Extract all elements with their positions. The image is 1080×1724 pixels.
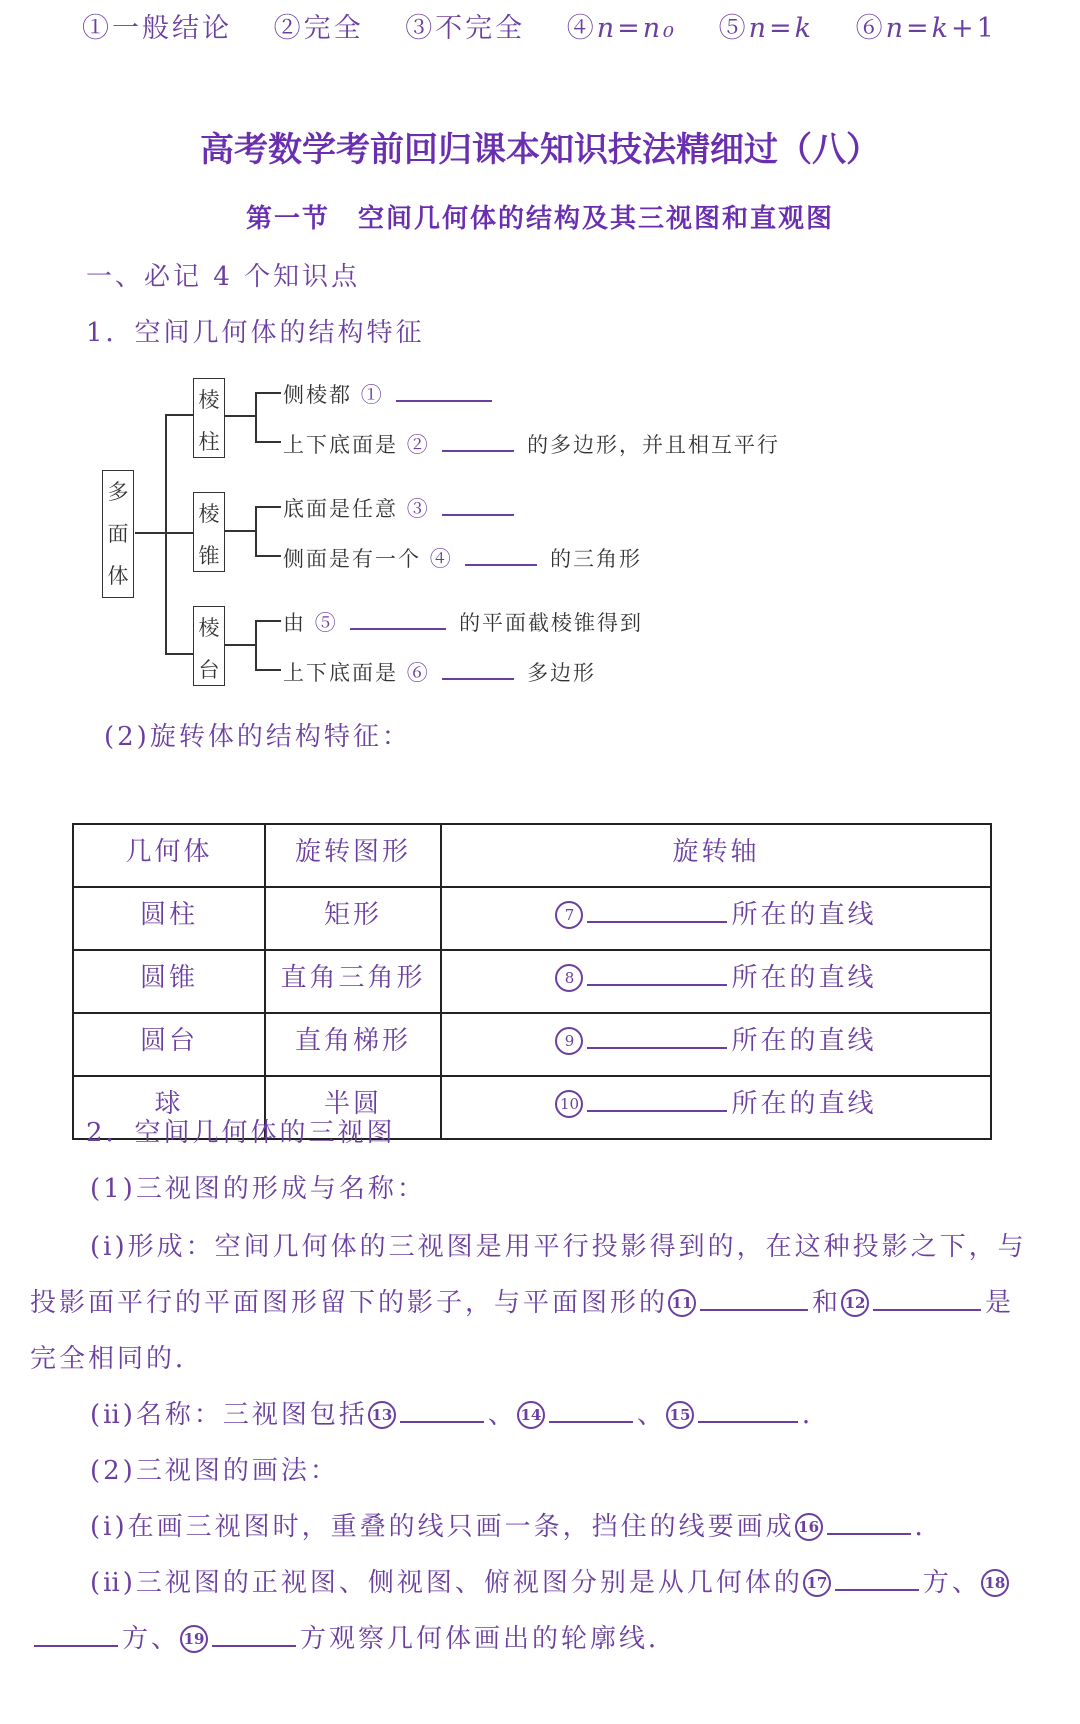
prism-line-2: 上下底面是 ② 的多边形，并且相互平行: [283, 428, 780, 459]
root-box: 多 面 体: [102, 470, 134, 598]
frustum-line-2: 上下底面是 ⑥ 多边形: [283, 656, 596, 687]
table-header: 几何体: [73, 824, 265, 887]
table-cell: 半圆: [265, 1076, 441, 1139]
page-title: 高考数学考前回归课本知识技法精细过（八）: [200, 130, 880, 170]
drawing-line-2: (ⅱ)三视图的正视图、侧视图、俯视图分别是从几何体的 17 方、 18: [90, 1562, 1009, 1599]
table-cell: 圆柱: [73, 887, 265, 950]
naming-line: (ⅱ)名称：三视图包括 13 、 14 、 15 ．: [90, 1400, 831, 1430]
table-cell: 球: [73, 1076, 265, 1139]
table-cell: 圆台: [73, 1013, 265, 1076]
table-header-row: [73, 824, 991, 887]
table-header: 旋转图形: [265, 824, 441, 887]
table-row: [73, 887, 991, 950]
point-1-heading: 1．空间几何体的结构特征: [86, 318, 425, 348]
formation-line-3: 完全相同的．: [30, 1344, 205, 1374]
table-cell: 直角三角形: [265, 950, 441, 1013]
section-subtitle: 第一节 空间几何体的结构及其三视图和直观图: [245, 204, 834, 234]
sub-heading-1: (1)三视图的形成与名称：: [90, 1174, 426, 1204]
answer-4: ④n=n₀: [566, 13, 678, 44]
pyramid-line-1: 底面是任意 ③: [283, 492, 518, 523]
drawing-line-3: 方、 19 方观察几何体画出的轮廓线．: [30, 1618, 677, 1655]
table-header: 旋转轴: [441, 824, 991, 887]
drawing-line-1: (ⅰ)在画三视图时，重叠的线只画一条，挡住的线要画成 16 ．: [90, 1512, 944, 1542]
formation-line-2: 投影面平行的平面图形留下的影子，与平面图形的 11 和 12 是: [30, 1288, 1015, 1318]
table-row: [73, 1013, 991, 1076]
frustum-box: 棱 台: [193, 606, 225, 686]
sub-heading-2: (2)三视图的画法：: [90, 1456, 339, 1486]
table-cell: 10 所在的直线: [441, 1076, 991, 1139]
rotation-table: [72, 823, 992, 1140]
formation-line-1: (ⅰ)形成：空间几何体的三视图是用平行投影得到的，在这种投影之下，与: [90, 1232, 1027, 1262]
rotation-heading: (2)旋转体的结构特征：: [104, 722, 411, 752]
table-cell: 直角梯形: [265, 1013, 441, 1076]
answer-6: ⑥n=k+1: [855, 13, 997, 44]
point-2-heading: 2．空间几何体的三视图: [86, 1118, 396, 1148]
answer-1: ①一般结论: [82, 13, 232, 44]
prism-line-1: 侧棱都 ①: [283, 378, 496, 409]
section-heading: 一、必记 4 个知识点: [86, 262, 361, 292]
table-cell: 7 所在的直线: [441, 887, 991, 950]
prism-box: 棱 柱: [193, 378, 225, 458]
table-cell: 9 所在的直线: [441, 1013, 991, 1076]
table-cell: 矩形: [265, 887, 441, 950]
answer-2: ②完全: [273, 13, 364, 44]
pyramid-box: 棱 锥: [193, 492, 225, 572]
frustum-line-1: 由 ⑤ 的平面截棱锥得到: [283, 606, 643, 637]
answer-5: ⑤n=k: [718, 13, 814, 44]
table-cell: 圆锥: [73, 950, 265, 1013]
table-cell: 8 所在的直线: [441, 950, 991, 1013]
answer-3: ③不完全: [405, 13, 526, 44]
pyramid-line-2: 侧面是有一个 ④ 的三角形: [283, 542, 642, 573]
answer-line: [82, 6, 997, 45]
table-row: [73, 950, 991, 1013]
